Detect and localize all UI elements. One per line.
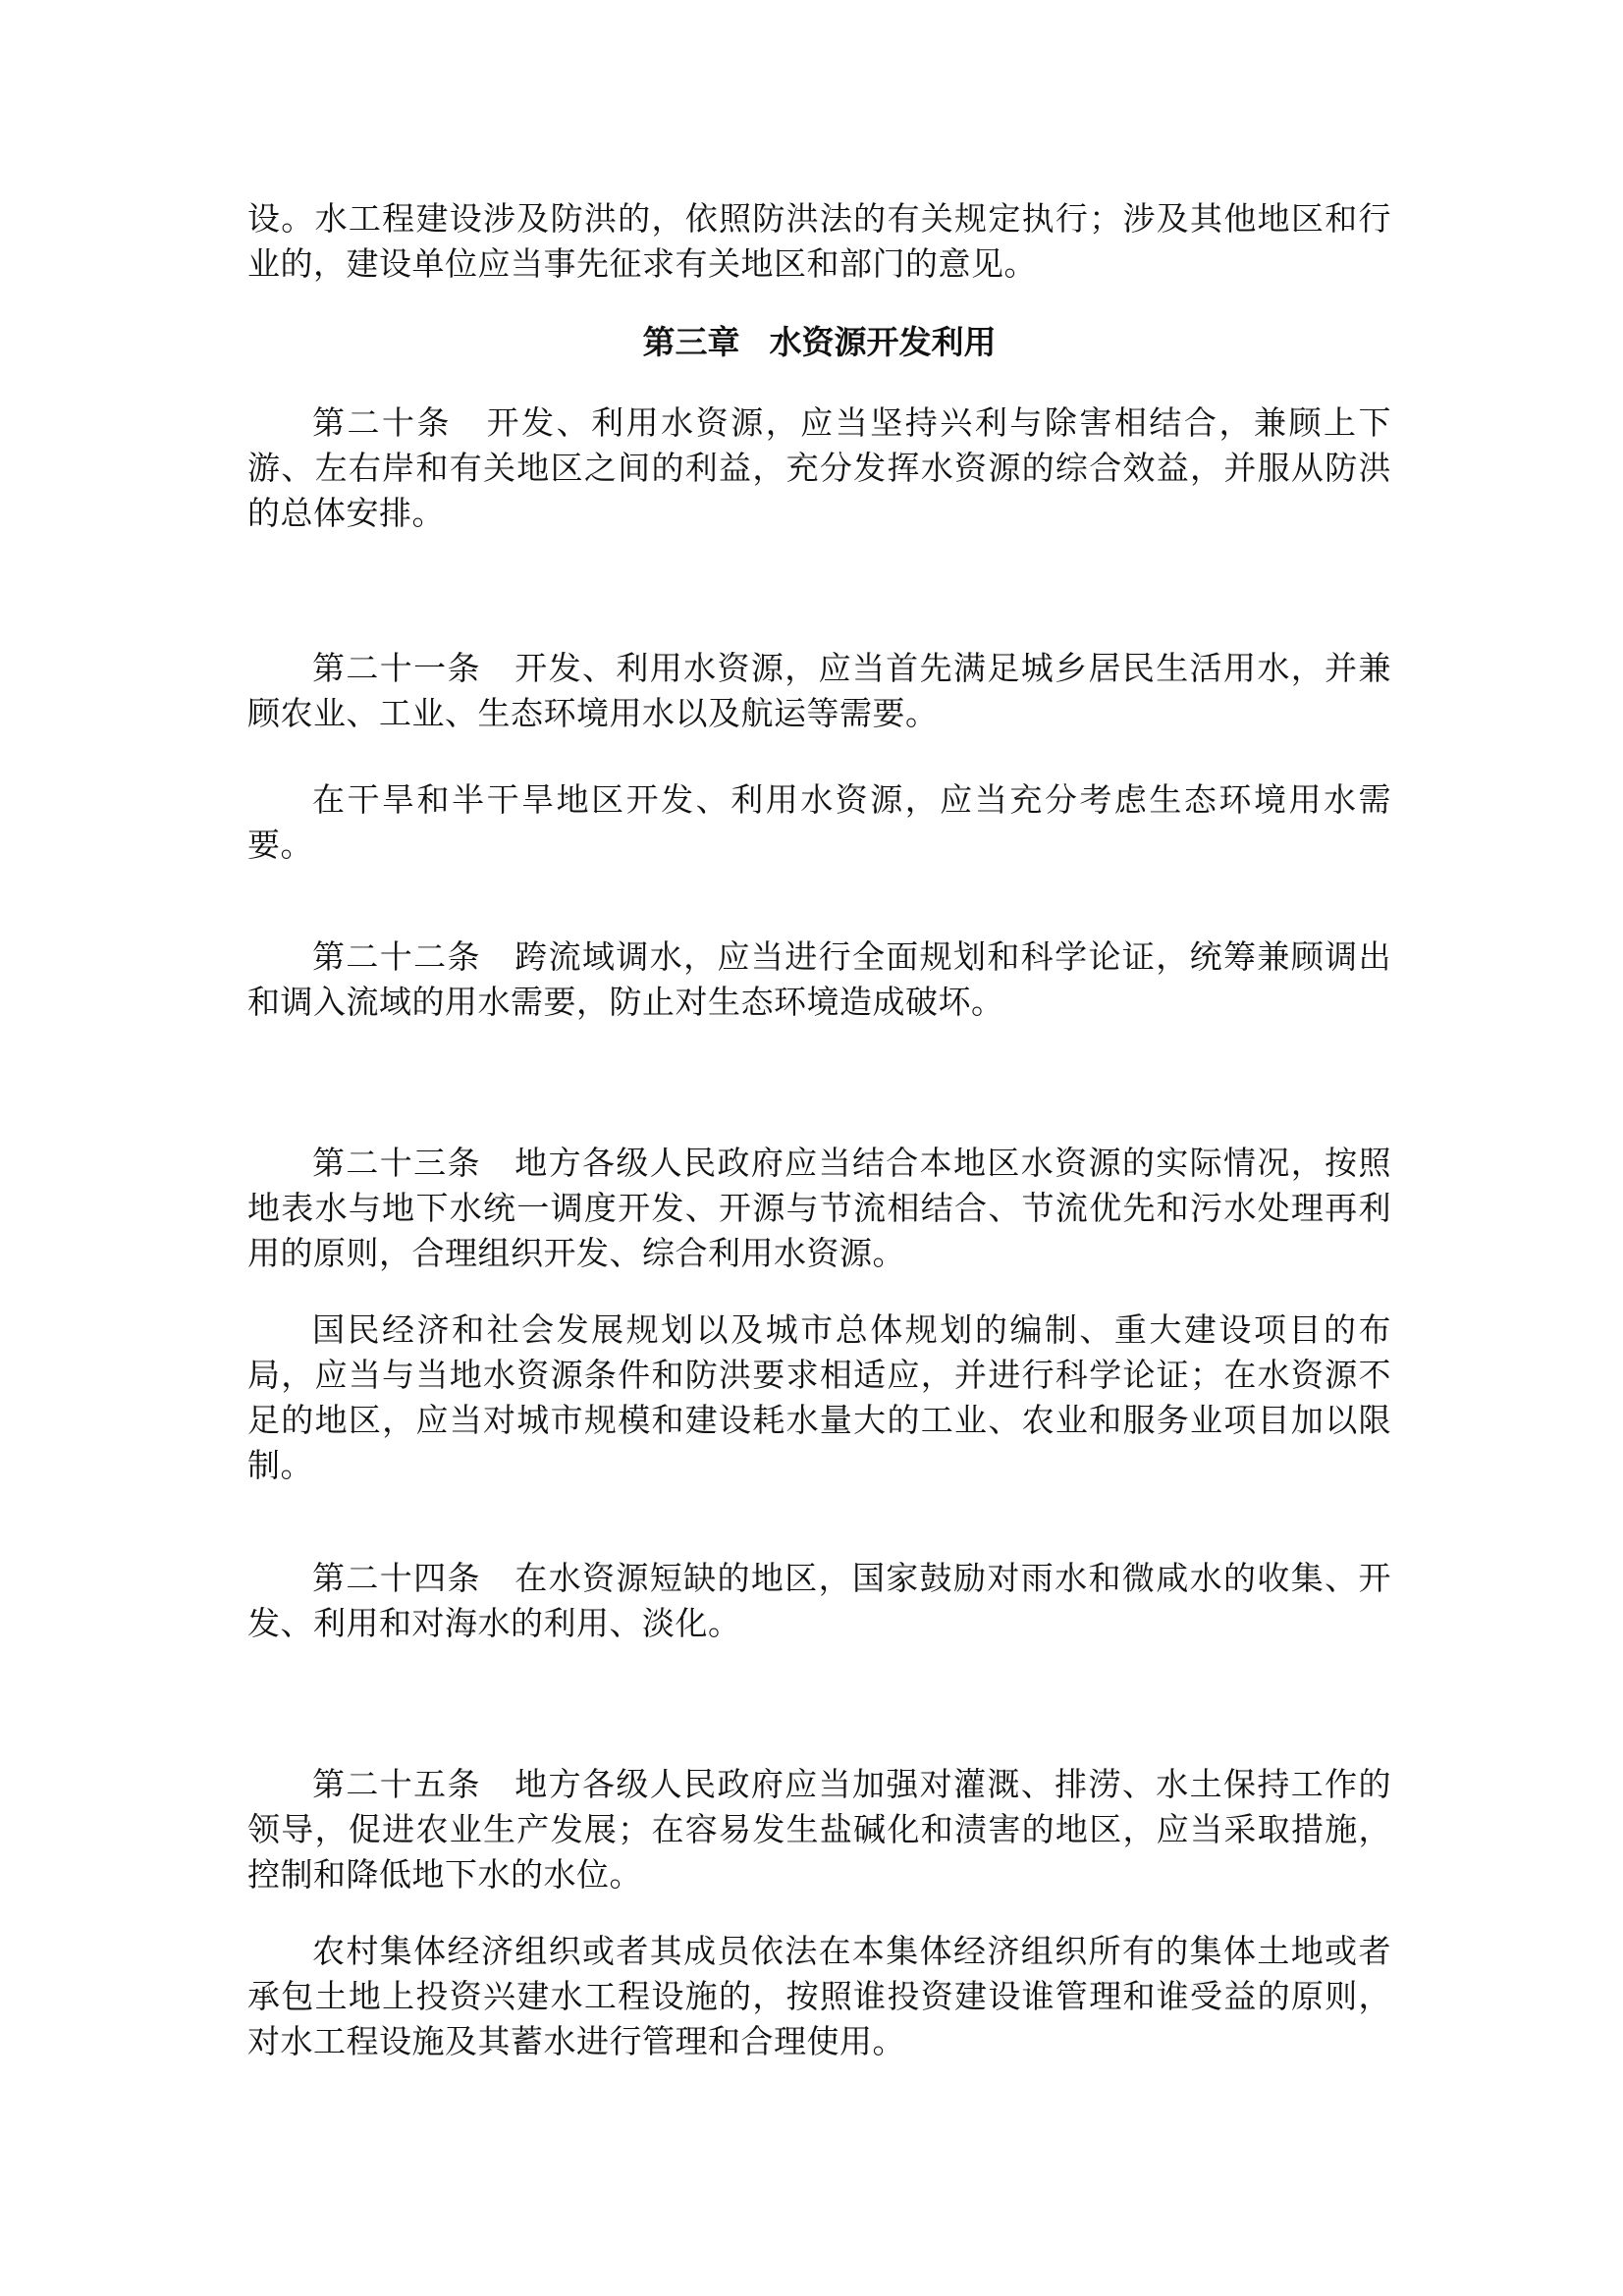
article-25-paragraph-2: 农村集体经济组织或者其成员依法在本集体经济组织所有的集体土地或者承包土地上投资兴建水工程设施的，按照谁投资建设谁管理和谁受益的原则，对水工程设施及其蓄水进行管理和合理使用。 — [247, 1932, 1391, 2060]
article-text: 跨流域调水，应当进行全面规划和科学论证，统筹兼顾调出和调入流域的用水需要，防止对生态环境造成破坏。 — [247, 937, 1392, 1021]
article-text: 地方各级人民政府应当结合本地区水资源的实际情况，按照地表水与地下水统一调度开发、开源与节流相结合、节流优先和污水处理再利用的原则，合理组织开发、综合利用水资源。 — [247, 1144, 1392, 1272]
article-21 — [247, 646, 1391, 736]
article-23 — [247, 1141, 1391, 1276]
article-text: 开发、利用水资源，应当首先满足城乡居民生活用水，并兼顾农业、工业、生态环境用水以及航运等需要。 — [247, 649, 1392, 732]
article-20 — [247, 400, 1391, 536]
article-number: 第二十四条 — [312, 1559, 481, 1597]
chapter-number: 第三章 — [642, 323, 740, 361]
article-text: 地方各级人民政府应当加强对灌溉、排涝、水土保持工作的领导，促进农业生产发展；在容易发生盐碱化和渍害的地区，应当采取措施，控制和降低地下水的水位。 — [247, 1765, 1392, 1894]
chapter-title: 水资源开发利用 — [769, 323, 997, 361]
article-22 — [247, 934, 1391, 1025]
article-25 — [247, 1762, 1391, 1897]
article-21-paragraph-2: 在干旱和半干旱地区开发、利用水资源，应当充分考虑生态环境用水需要。 — [247, 780, 1391, 864]
article-24 — [247, 1556, 1391, 1646]
article-number: 第二十五条 — [312, 1765, 481, 1803]
carryover-paragraph: 设。水工程建设涉及防洪的，依照防洪法的有关规定执行；涉及其他地区和行业的，建设单位应当事先征求有关地区和部门的意见。 — [247, 199, 1391, 283]
chapter-heading — [247, 320, 1391, 365]
article-number: 第二十条 — [312, 403, 453, 442]
article-number: 第二十三条 — [312, 1144, 481, 1182]
article-number: 第二十二条 — [312, 937, 481, 976]
article-23-paragraph-2: 国民经济和社会发展规划以及城市总体规划的编制、重大建设项目的布局，应当与当地水资源条件和防洪要求相适应，并进行科学论证；在水资源不足的地区，应当对城市规模和建设耗水量大的工业、农业和服务业项目加以限制。 — [247, 1310, 1391, 1484]
article-text: 开发、利用水资源，应当坚持兴利与除害相结合，兼顾上下游、左右岸和有关地区之间的利益，充分发挥水资源的综合效益，并服从防洪的总体安排。 — [247, 403, 1392, 532]
article-text: 在水资源短缺的地区，国家鼓励对雨水和微咸水的收集、开发、利用和对海水的利用、淡化。 — [247, 1559, 1392, 1642]
article-number: 第二十一条 — [312, 649, 481, 687]
